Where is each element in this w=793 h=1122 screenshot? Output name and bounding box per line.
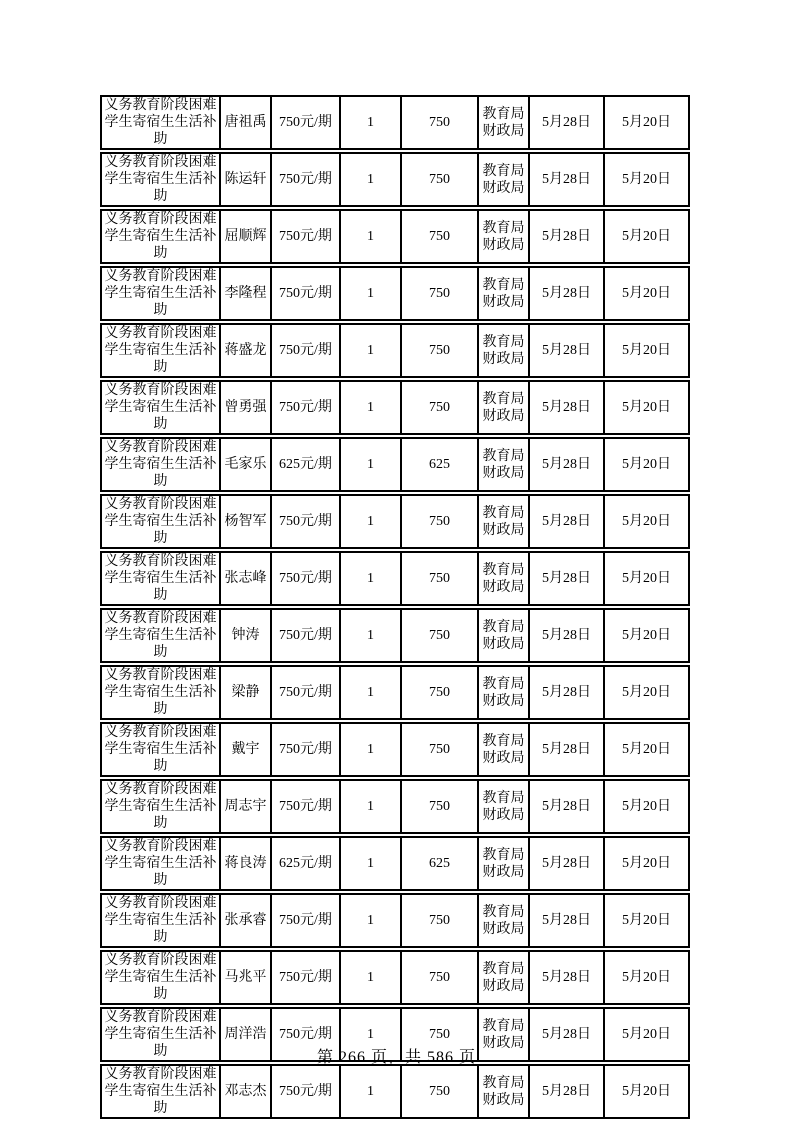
cell-project-name: 义务教育阶段困难学生寄宿生生活补助 — [100, 266, 221, 321]
table-row — [100, 836, 690, 891]
cell-amount: 750 — [402, 893, 479, 948]
cell-project-name: 义务教育阶段困难学生寄宿生生活补助 — [100, 209, 221, 264]
cell-student-name: 唐祖禹 — [221, 95, 272, 150]
table-row — [100, 608, 690, 663]
cell-student-name: 钟涛 — [221, 608, 272, 663]
cell-date-a: 5月28日 — [530, 665, 605, 720]
cell-project-name: 义务教育阶段困难学生寄宿生生活补助 — [100, 323, 221, 378]
cell-amount: 750 — [402, 323, 479, 378]
cell-amount: 750 — [402, 608, 479, 663]
cell-amount: 750 — [402, 266, 479, 321]
cell-subsidy-standard: 750元/期 — [272, 323, 341, 378]
cell-date-b: 5月20日 — [605, 323, 690, 378]
cell-student-name: 张志峰 — [221, 551, 272, 606]
cell-amount: 750 — [402, 494, 479, 549]
cell-student-name: 毛家乐 — [221, 437, 272, 492]
cell-project-name: 义务教育阶段困难学生寄宿生生活补助 — [100, 665, 221, 720]
cell-departments: 教育局财政局 — [479, 722, 530, 777]
cell-departments: 教育局财政局 — [479, 1007, 530, 1062]
cell-student-name: 张承睿 — [221, 893, 272, 948]
cell-subsidy-standard: 750元/期 — [272, 1064, 341, 1119]
cell-subsidy-standard: 750元/期 — [272, 779, 341, 834]
cell-project-name: 义务教育阶段困难学生寄宿生生活补助 — [100, 779, 221, 834]
cell-date-a: 5月28日 — [530, 779, 605, 834]
cell-amount: 625 — [402, 836, 479, 891]
table-row — [100, 152, 690, 207]
cell-subsidy-standard: 750元/期 — [272, 494, 341, 549]
cell-date-a: 5月28日 — [530, 950, 605, 1005]
cell-departments: 教育局财政局 — [479, 323, 530, 378]
table-row — [100, 380, 690, 435]
table-row — [100, 95, 690, 150]
cell-quantity: 1 — [341, 323, 402, 378]
cell-quantity: 1 — [341, 779, 402, 834]
cell-student-name: 周志宇 — [221, 779, 272, 834]
cell-subsidy-standard: 750元/期 — [272, 722, 341, 777]
cell-amount: 750 — [402, 152, 479, 207]
cell-date-a: 5月28日 — [530, 209, 605, 264]
cell-quantity: 1 — [341, 209, 402, 264]
cell-date-b: 5月20日 — [605, 551, 690, 606]
cell-date-b: 5月20日 — [605, 1007, 690, 1062]
cell-subsidy-standard: 625元/期 — [272, 836, 341, 891]
cell-date-b: 5月20日 — [605, 608, 690, 663]
cell-student-name: 曾勇强 — [221, 380, 272, 435]
cell-quantity: 1 — [341, 437, 402, 492]
cell-departments: 教育局财政局 — [479, 779, 530, 834]
cell-quantity: 1 — [341, 665, 402, 720]
cell-subsidy-standard: 750元/期 — [272, 1007, 341, 1062]
cell-subsidy-standard: 750元/期 — [272, 665, 341, 720]
table-row — [100, 893, 690, 948]
cell-quantity: 1 — [341, 950, 402, 1005]
cell-departments: 教育局财政局 — [479, 152, 530, 207]
cell-quantity: 1 — [341, 95, 402, 150]
cell-student-name: 戴宇 — [221, 722, 272, 777]
cell-quantity: 1 — [341, 551, 402, 606]
cell-date-b: 5月20日 — [605, 1064, 690, 1119]
cell-quantity: 1 — [341, 608, 402, 663]
cell-quantity: 1 — [341, 836, 402, 891]
cell-amount: 750 — [402, 1007, 479, 1062]
cell-project-name: 义务教育阶段困难学生寄宿生生活补助 — [100, 836, 221, 891]
cell-student-name: 梁静 — [221, 665, 272, 720]
table-row — [100, 950, 690, 1005]
cell-departments: 教育局财政局 — [479, 608, 530, 663]
table-row — [100, 665, 690, 720]
cell-student-name: 马兆平 — [221, 950, 272, 1005]
cell-date-a: 5月28日 — [530, 437, 605, 492]
cell-project-name: 义务教育阶段困难学生寄宿生生活补助 — [100, 722, 221, 777]
table-row — [100, 722, 690, 777]
cell-student-name: 蒋盛龙 — [221, 323, 272, 378]
cell-project-name: 义务教育阶段困难学生寄宿生生活补助 — [100, 950, 221, 1005]
table-row — [100, 323, 690, 378]
cell-subsidy-standard: 750元/期 — [272, 551, 341, 606]
cell-student-name: 屈顺辉 — [221, 209, 272, 264]
cell-quantity: 1 — [341, 722, 402, 777]
cell-date-a: 5月28日 — [530, 266, 605, 321]
cell-date-b: 5月20日 — [605, 665, 690, 720]
cell-subsidy-standard: 625元/期 — [272, 437, 341, 492]
cell-quantity: 1 — [341, 494, 402, 549]
table-row — [100, 266, 690, 321]
cell-departments: 教育局财政局 — [479, 95, 530, 150]
cell-date-a: 5月28日 — [530, 380, 605, 435]
cell-subsidy-standard: 750元/期 — [272, 380, 341, 435]
cell-project-name: 义务教育阶段困难学生寄宿生生活补助 — [100, 437, 221, 492]
cell-subsidy-standard: 750元/期 — [272, 950, 341, 1005]
cell-departments: 教育局财政局 — [479, 437, 530, 492]
cell-student-name: 蒋良涛 — [221, 836, 272, 891]
cell-date-a: 5月28日 — [530, 95, 605, 150]
cell-amount: 750 — [402, 380, 479, 435]
cell-date-b: 5月20日 — [605, 722, 690, 777]
cell-project-name: 义务教育阶段困难学生寄宿生生活补助 — [100, 893, 221, 948]
cell-amount: 750 — [402, 209, 479, 264]
cell-quantity: 1 — [341, 266, 402, 321]
cell-amount: 750 — [402, 1064, 479, 1119]
cell-quantity: 1 — [341, 1064, 402, 1119]
cell-subsidy-standard: 750元/期 — [272, 266, 341, 321]
cell-departments: 教育局财政局 — [479, 836, 530, 891]
cell-quantity: 1 — [341, 152, 402, 207]
cell-date-b: 5月20日 — [605, 209, 690, 264]
cell-departments: 教育局财政局 — [479, 266, 530, 321]
cell-departments: 教育局财政局 — [479, 950, 530, 1005]
cell-amount: 750 — [402, 665, 479, 720]
cell-amount: 750 — [402, 722, 479, 777]
cell-student-name: 周洋浩 — [221, 1007, 272, 1062]
cell-date-b: 5月20日 — [605, 494, 690, 549]
table-row — [100, 437, 690, 492]
cell-subsidy-standard: 750元/期 — [272, 893, 341, 948]
cell-date-a: 5月28日 — [530, 608, 605, 663]
cell-date-a: 5月28日 — [530, 494, 605, 549]
cell-date-b: 5月20日 — [605, 950, 690, 1005]
cell-project-name: 义务教育阶段困难学生寄宿生生活补助 — [100, 551, 221, 606]
cell-subsidy-standard: 750元/期 — [272, 608, 341, 663]
table-body — [100, 95, 690, 1119]
cell-project-name: 义务教育阶段困难学生寄宿生生活补助 — [100, 494, 221, 549]
cell-date-a: 5月28日 — [530, 551, 605, 606]
cell-date-b: 5月20日 — [605, 380, 690, 435]
cell-date-b: 5月20日 — [605, 779, 690, 834]
cell-date-b: 5月20日 — [605, 266, 690, 321]
cell-departments: 教育局财政局 — [479, 1064, 530, 1119]
subsidy-table — [100, 93, 690, 1121]
table-row — [100, 779, 690, 834]
cell-project-name: 义务教育阶段困难学生寄宿生生活补助 — [100, 380, 221, 435]
cell-quantity: 1 — [341, 893, 402, 948]
cell-quantity: 1 — [341, 1007, 402, 1062]
cell-departments: 教育局财政局 — [479, 893, 530, 948]
cell-departments: 教育局财政局 — [479, 209, 530, 264]
cell-project-name: 义务教育阶段困难学生寄宿生生活补助 — [100, 1007, 221, 1062]
cell-student-name: 邓志杰 — [221, 1064, 272, 1119]
cell-amount: 625 — [402, 437, 479, 492]
cell-departments: 教育局财政局 — [479, 665, 530, 720]
cell-date-a: 5月28日 — [530, 1064, 605, 1119]
cell-quantity: 1 — [341, 380, 402, 435]
cell-date-a: 5月28日 — [530, 323, 605, 378]
cell-student-name: 李隆程 — [221, 266, 272, 321]
table-row — [100, 551, 690, 606]
table-row — [100, 494, 690, 549]
cell-amount: 750 — [402, 95, 479, 150]
cell-date-a: 5月28日 — [530, 893, 605, 948]
cell-date-a: 5月28日 — [530, 1007, 605, 1062]
cell-date-b: 5月20日 — [605, 152, 690, 207]
cell-student-name: 陈运轩 — [221, 152, 272, 207]
cell-departments: 教育局财政局 — [479, 380, 530, 435]
cell-date-b: 5月20日 — [605, 437, 690, 492]
cell-subsidy-standard: 750元/期 — [272, 209, 341, 264]
table-row — [100, 1064, 690, 1119]
cell-project-name: 义务教育阶段困难学生寄宿生生活补助 — [100, 1064, 221, 1119]
cell-amount: 750 — [402, 950, 479, 1005]
cell-amount: 750 — [402, 779, 479, 834]
cell-student-name: 杨智军 — [221, 494, 272, 549]
cell-departments: 教育局财政局 — [479, 551, 530, 606]
page-footer: 第 266 页，共 586 页 — [316, 1049, 476, 1066]
cell-date-b: 5月20日 — [605, 95, 690, 150]
cell-date-b: 5月20日 — [605, 893, 690, 948]
cell-departments: 教育局财政局 — [479, 494, 530, 549]
cell-amount: 750 — [402, 551, 479, 606]
cell-project-name: 义务教育阶段困难学生寄宿生生活补助 — [100, 608, 221, 663]
cell-date-a: 5月28日 — [530, 722, 605, 777]
cell-subsidy-standard: 750元/期 — [272, 95, 341, 150]
table-row — [100, 209, 690, 264]
cell-date-a: 5月28日 — [530, 836, 605, 891]
cell-project-name: 义务教育阶段困难学生寄宿生生活补助 — [100, 95, 221, 150]
cell-project-name: 义务教育阶段困难学生寄宿生生活补助 — [100, 152, 221, 207]
cell-date-a: 5月28日 — [530, 152, 605, 207]
cell-date-b: 5月20日 — [605, 836, 690, 891]
cell-subsidy-standard: 750元/期 — [272, 152, 341, 207]
